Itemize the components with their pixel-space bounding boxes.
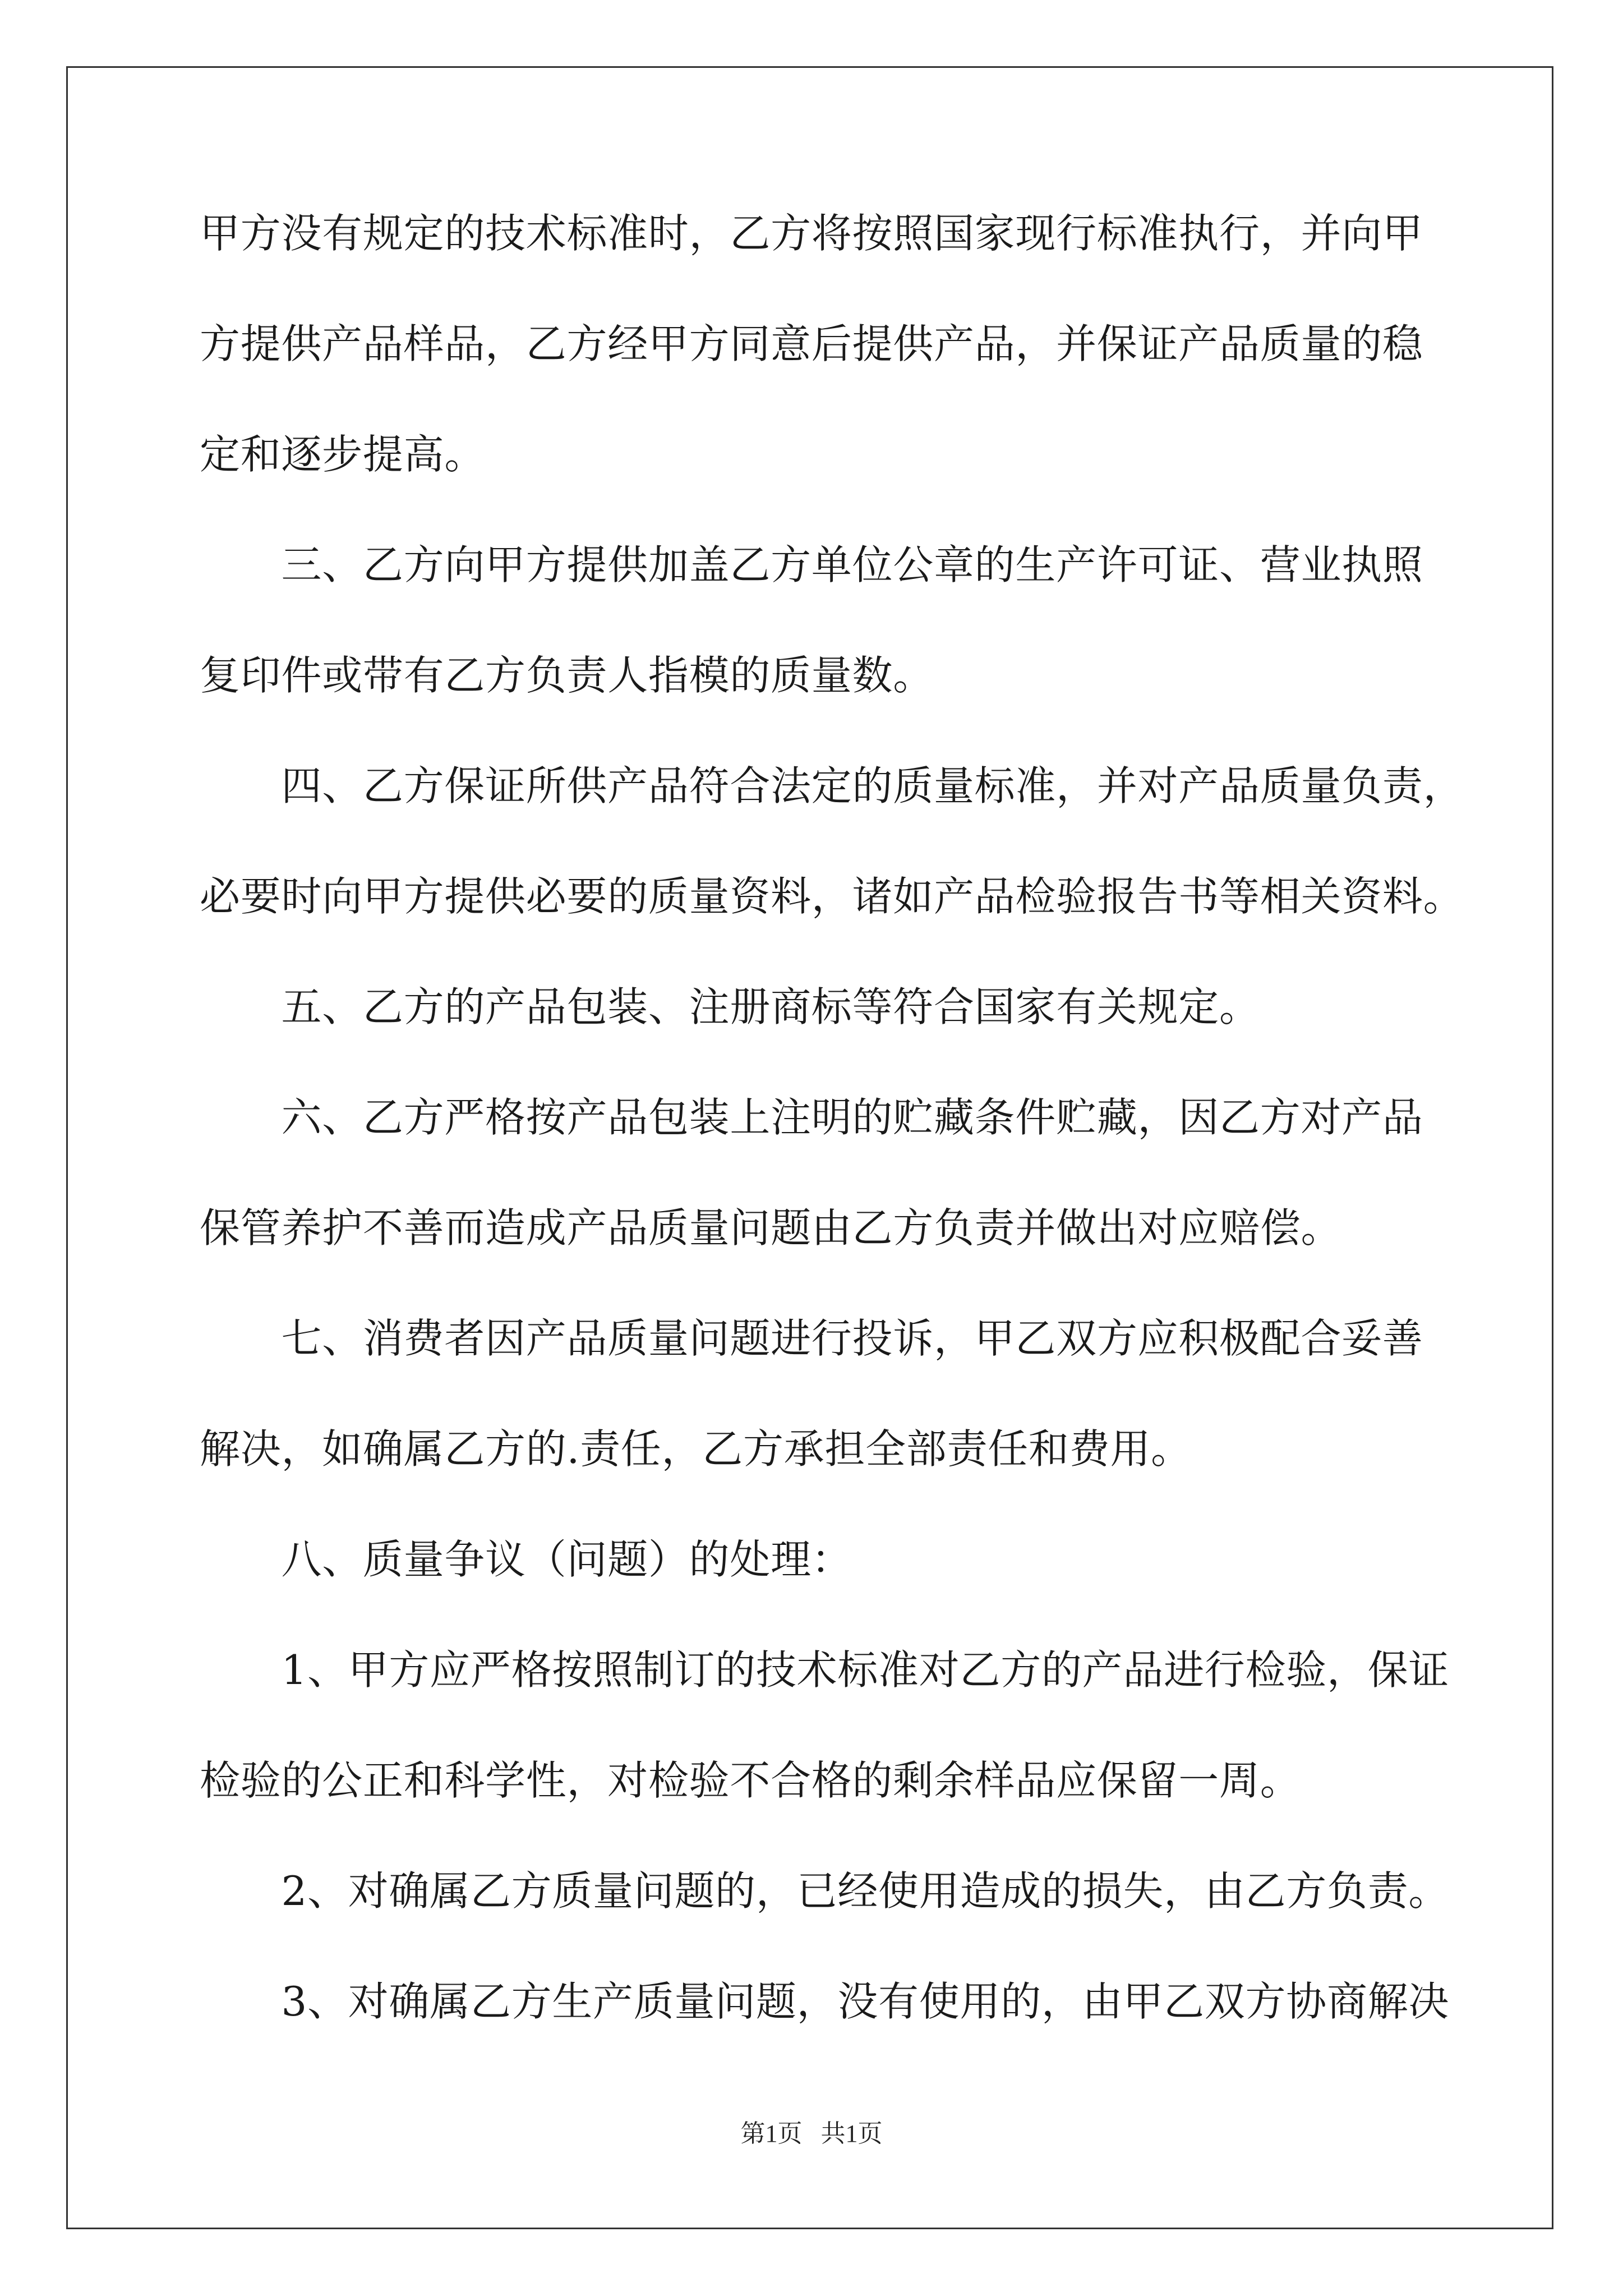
body-line: 六、乙方严格按产品包装上注明的贮藏条件贮藏，因乙方对产品 (200, 1094, 1423, 1141)
page-footer: 第1页 共1页 (740, 2120, 883, 2147)
body-line: 五、乙方的产品包装、注册商标等符合国家有关规定。 (200, 983, 1260, 1030)
body-line: 保管养护不善而造成产品质量问题由乙方负责并做出对应赔偿。 (200, 1204, 1342, 1251)
body-line: 2、对确属乙方质量问题的，已经使用造成的损失，由乙方负责。 (200, 1867, 1450, 1915)
body-line: 方提供产品样品，乙方经甲方同意后提供产品，并保证产品质量的稳 (200, 320, 1423, 367)
body-line: 3、对确属乙方生产质量问题，没有使用的，由甲乙双方协商解决 (200, 1978, 1450, 2025)
body-line: 解决，如确属乙方的.责任，乙方承担全部责任和费用。 (200, 1425, 1192, 1473)
body-line: 复印件或带有乙方负责人指模的质量数。 (200, 652, 934, 699)
body-line: 八、质量争议（问题）的处理： (200, 1536, 852, 1583)
body-line: 1、甲方应严格按照制订的技术标准对乙方的产品进行检验，保证 (200, 1646, 1450, 1694)
body-line: 检验的公正和科学性，对检验不合格的剩余样品应保留一周。 (200, 1757, 1301, 1804)
body-line: 四、乙方保证所供产品符合法定的质量标准，并对产品质量负责， (200, 762, 1464, 809)
body-line: 甲方没有规定的技术标准时，乙方将按照国家现行标准执行，并向甲 (200, 210, 1423, 257)
body-line: 七、消费者因产品质量问题进行投诉，甲乙双方应积极配合妥善 (200, 1315, 1423, 1362)
body-line: 定和逐步提高。 (200, 431, 486, 478)
body-line: 三、乙方向甲方提供加盖乙方单位公章的生产许可证、营业执照 (200, 541, 1423, 588)
document-body (200, 209, 1464, 2026)
body-line: 必要时向甲方提供必要的质量资料，诸如产品检验报告书等相关资料。 (200, 873, 1464, 920)
